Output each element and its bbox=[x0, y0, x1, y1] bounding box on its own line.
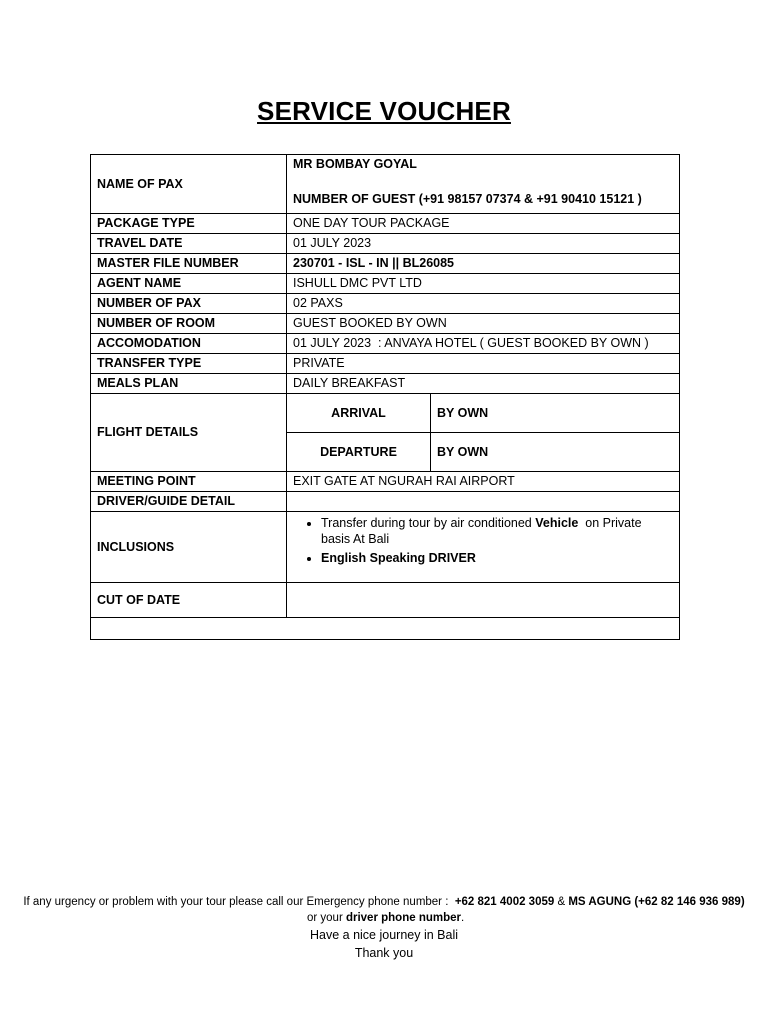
row-agent-name bbox=[91, 274, 680, 294]
pax-label: NAME OF PAX bbox=[91, 155, 287, 214]
pax-row bbox=[91, 155, 680, 214]
cut-of-date-label: CUT OF DATE bbox=[91, 583, 287, 618]
inclusions-value bbox=[287, 512, 680, 583]
meeting-point-value: EXIT GATE AT NGURAH RAI AIRPORT bbox=[287, 472, 680, 492]
transfer-type-label: TRANSFER TYPE bbox=[91, 354, 287, 374]
inclusion-item: • Transfer during tour by air conditioned Vehicle on Private basis At Bali bbox=[321, 515, 673, 547]
voucher-table bbox=[90, 154, 680, 640]
inclusion-item: • English Speaking DRIVER bbox=[321, 550, 673, 566]
row-inclusions bbox=[91, 512, 680, 583]
package-type-value: ONE DAY TOUR PACKAGE bbox=[287, 214, 680, 234]
travel-date-label: TRAVEL DATE bbox=[91, 234, 287, 254]
number-of-room-label: NUMBER OF ROOM bbox=[91, 314, 287, 334]
inclusions-label: INCLUSIONS bbox=[91, 512, 287, 583]
driver-phone-number: driver phone number bbox=[345, 912, 461, 924]
departure-value: BY OWN bbox=[431, 433, 680, 472]
number-of-pax-label: NUMBER OF PAX bbox=[91, 294, 287, 314]
master-file-label: MASTER FILE NUMBER bbox=[91, 254, 287, 274]
voucher-title: SERVICE VOUCHER bbox=[257, 96, 511, 126]
row-accomodation bbox=[91, 334, 680, 354]
flight-details-label: FLIGHT DETAILS bbox=[91, 394, 287, 472]
empty-cell bbox=[91, 618, 680, 640]
number-of-room-value: GUEST BOOKED BY OWN bbox=[287, 314, 680, 334]
arrival-label: ARRIVAL bbox=[287, 394, 431, 433]
row-driver-guide bbox=[91, 492, 680, 512]
emergency-phone: +62 821 4002 3059 bbox=[454, 896, 555, 908]
travel-date-value: 01 JULY 2023 bbox=[287, 234, 680, 254]
inclusions-list bbox=[293, 515, 673, 566]
agent-name-value: ISHULL DMC PVT LTD bbox=[287, 274, 680, 294]
journey-text: Have a nice journey in Bali bbox=[310, 928, 458, 942]
row-package-type bbox=[91, 214, 680, 234]
meeting-point-label: MEETING POINT bbox=[91, 472, 287, 492]
pax-value bbox=[287, 155, 680, 214]
package-type-label: PACKAGE TYPE bbox=[91, 214, 287, 234]
cut-of-date-value bbox=[287, 583, 680, 618]
row-travel-date bbox=[91, 234, 680, 254]
departure-row bbox=[287, 433, 679, 472]
arrival-value: BY OWN bbox=[437, 405, 489, 420]
empty-row bbox=[91, 618, 680, 640]
pax-name: MR BOMBAY GOYAL bbox=[293, 157, 417, 171]
driver-guide-value bbox=[287, 492, 680, 512]
row-transfer-type bbox=[91, 354, 680, 374]
row-flight-details bbox=[91, 394, 680, 472]
row-meals-plan bbox=[91, 374, 680, 394]
meals-plan-value: DAILY BREAKFAST bbox=[287, 374, 680, 394]
agent-name-label: AGENT NAME bbox=[91, 274, 287, 294]
row-cut-of-date bbox=[91, 583, 680, 618]
arrival-row bbox=[287, 394, 679, 433]
footer-note bbox=[0, 894, 768, 962]
footer-line-1: If any urgency or problem with your tour please call our Emergency phone number : +62 821 4002 3059 & MS AGUNG (+62 82 146 936 989) or your driver phone number. bbox=[23, 896, 745, 924]
departure-label: DEPARTURE bbox=[287, 433, 431, 472]
meals-plan-label: MEALS PLAN bbox=[91, 374, 287, 394]
row-meeting-point bbox=[91, 472, 680, 492]
accomodation-value: 01 JULY 2023 : ANVAYA HOTEL ( GUEST BOOKED BY OWN ) bbox=[287, 334, 680, 354]
guest-number: NUMBER OF GUEST (+91 98157 07374 & +91 90410 15121 ) bbox=[293, 192, 642, 206]
transfer-type-value: PRIVATE bbox=[287, 354, 680, 374]
ms-agung-contact: MS AGUNG (+62 82 146 936 989) bbox=[568, 896, 745, 908]
master-file-value: 230701 - ISL - IN || BL26085 bbox=[287, 254, 680, 274]
row-number-of-pax bbox=[91, 294, 680, 314]
flight-inner-table bbox=[287, 394, 679, 471]
row-number-of-room bbox=[91, 314, 680, 334]
accomodation-label: ACCOMODATION bbox=[91, 334, 287, 354]
flight-details-value bbox=[287, 394, 680, 472]
row-master-file bbox=[91, 254, 680, 274]
thank-you-text: Thank you bbox=[354, 946, 414, 960]
number-of-pax-value: 02 PAXS bbox=[287, 294, 680, 314]
driver-guide-label: DRIVER/GUIDE DETAIL bbox=[91, 492, 287, 512]
